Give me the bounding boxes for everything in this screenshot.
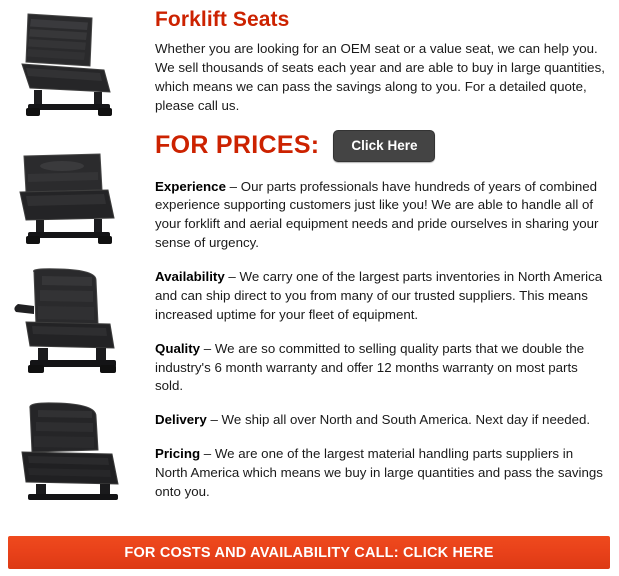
section-dash: – [224, 269, 240, 284]
section-quality [155, 340, 607, 397]
section-heading: Availability [155, 269, 225, 284]
section-body: We are one of the largest material handling parts suppliers in North America which means we buy in large quantities and pass the savings onto you. [155, 446, 603, 499]
for-prices-label: FOR PRICES: [155, 131, 320, 159]
prices-cta-row [155, 130, 607, 162]
section-body: We are so committed to selling quality parts that we double the industry's 6 month warranty and offer 12 months warranty on most parts sold. [155, 340, 585, 394]
section-dash: – [200, 340, 215, 356]
section-dash: – [225, 178, 241, 194]
section-experience [155, 178, 607, 254]
section-body: We carry one of the largest parts inventories in North America and can ship direct to you from many of our trusted suppliers. This means increased uptime for your fleet of equipment. [155, 269, 603, 322]
page-title: Forklift Seats [155, 8, 290, 31]
ribbed-cushion-seat-photo [0, 394, 150, 524]
section-dash: – [206, 412, 222, 428]
section-delivery [155, 411, 607, 430]
section-heading: Quality [155, 340, 201, 356]
click-here-button[interactable]: Click Here [333, 130, 435, 162]
gallery-item[interactable] [0, 4, 150, 134]
section-heading: Experience [155, 178, 226, 194]
gallery-item[interactable] [0, 264, 150, 394]
section-pricing [155, 445, 607, 502]
section-heading: Delivery [155, 412, 207, 428]
article-content [155, 8, 607, 517]
suspension-seat-with-armrest-photo [0, 264, 150, 394]
section-dash: – [200, 446, 215, 462]
low-back-vinyl-seat-photo [0, 134, 150, 264]
section-body: We ship all over North and South America. Next day if needed. [221, 412, 591, 428]
footer-cta-label: FOR COSTS AND AVAILABILITY CALL: CLICK HERE [124, 544, 494, 561]
gallery-item[interactable] [0, 394, 150, 524]
section-body: Our parts professionals have hundreds of years of combined experience supporting customers just like you! We are able to handle all of your forklift and aerial equipment needs and pride ourselves in sharing your sense of urgency. [155, 178, 599, 251]
intro-paragraph: Whether you are looking for an OEM seat or a value seat, we can help you. We sell thousands of seats each year and are able to buy in large quantities, which means we can pass the savings along to you. For a detailed quote, please call us. [155, 41, 605, 113]
footer-cta-banner[interactable] [8, 536, 610, 569]
folding-backrest-seat-photo [0, 4, 150, 134]
section-heading: Pricing [155, 446, 201, 462]
gallery-item[interactable] [0, 134, 150, 264]
section-availability [155, 268, 607, 325]
product-image-gallery [0, 0, 150, 530]
